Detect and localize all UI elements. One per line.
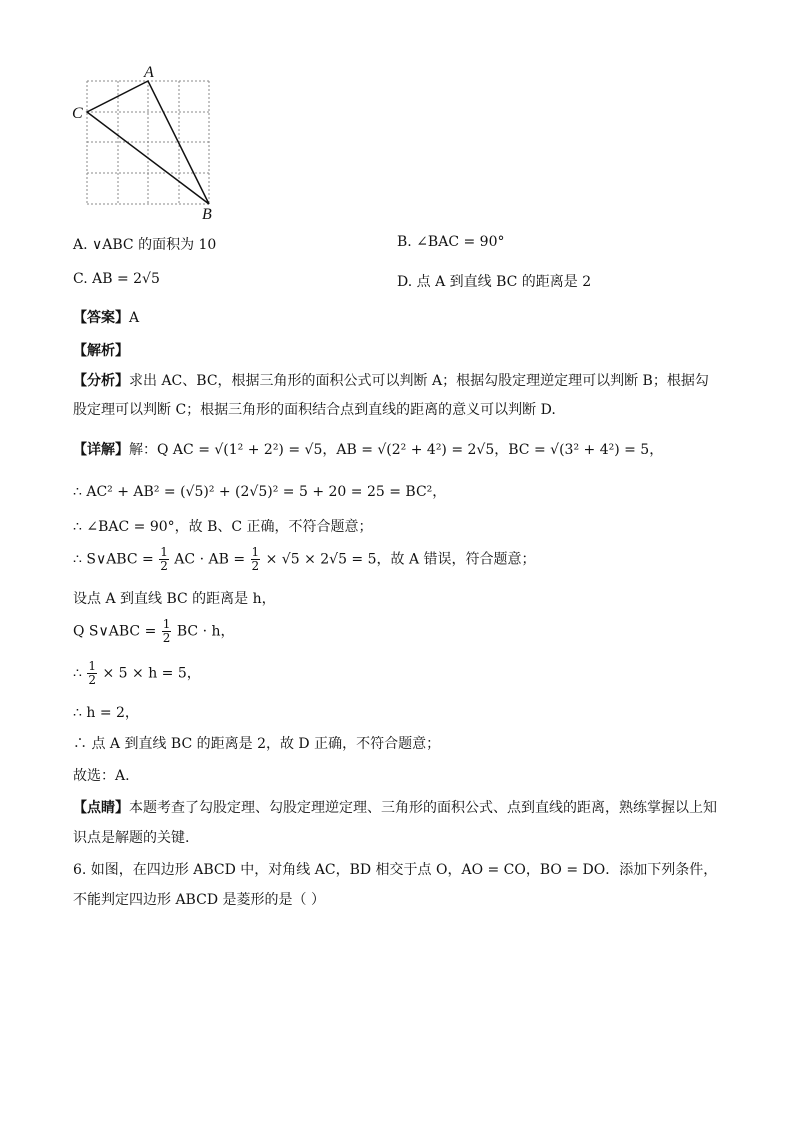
fraction-half: $\frac{1}{2}$ — [162, 617, 171, 645]
detail-line-3: ∴ ∠BAC = 90°，故 B、C 正确，不符合题意； — [73, 519, 373, 535]
detail-line-8: ∴ h = 2， — [73, 705, 139, 721]
detail-l4-mid1: AC · AB = — [174, 551, 246, 568]
detail-l4-mid2: × √5 × 2√5 = 5，故 A 错误，符合题意； — [265, 551, 536, 568]
detail-l6-pre: Q S∨ABC = — [73, 623, 157, 640]
answer-value: A — [129, 310, 140, 326]
question6-line-1: 6. 如图，在四边形 ABCD 中，对角线 AC，BD 相交于点 O，AO = CO，BO = DO．添加下列条件， — [73, 862, 718, 878]
dianjing-line-2: 识点是解题的关键. — [73, 830, 190, 846]
vertex-label-c: C — [72, 105, 83, 122]
detail-line-1 — [73, 439, 663, 459]
detail-l6-post: BC · h， — [176, 623, 235, 640]
dianjing-tag: 【点睛】 — [73, 800, 129, 816]
dianjing-text-1: 本题考查了勾股定理、勾股定理逆定理、三角形的面积公式、点到直线的距离，熟练掌握以上知 — [129, 800, 717, 816]
detail-l4-pre: ∴ S∨ABC = — [73, 551, 154, 568]
fenxi-tag: 【分析】 — [73, 373, 129, 389]
detail-line-10: 故选：A. — [73, 768, 130, 784]
detail-tag: 【详解】 — [73, 442, 129, 458]
fenxi-line-1 — [73, 370, 709, 390]
detail-line-7 — [73, 660, 201, 687]
answer-line — [73, 307, 139, 327]
detail-l7-post: × 5 × h = 5， — [102, 665, 201, 682]
vertex-label-b: B — [202, 206, 212, 222]
fraction-half: $\frac{1}{2}$ — [160, 545, 168, 573]
option-a: A. ∨ABC 的面积为 10 — [73, 237, 217, 253]
dianjing-line-1 — [73, 797, 717, 817]
option-b: B. ∠BAC = 90° — [397, 234, 505, 250]
option-d: D. 点 A 到直线 BC 的距离是 2 — [397, 274, 592, 290]
detail-line-9: ∴ 点 A 到直线 BC 的距离是 2，故 D 正确，不符合题意； — [73, 736, 441, 752]
detail-l7-pre: ∴ — [73, 665, 82, 682]
detail-line-2: ∴ AC² + AB² = (√5)² + (2√5)² = 5 + 20 = 25 = BC²， — [73, 484, 447, 500]
detail-line-6 — [73, 618, 235, 645]
detail-text-1: 解：Q AC = √(1² + 2²) = √5，AB = √(2² + 4²) = 2√5，BC = √(3² + 4²) = 5， — [129, 442, 664, 458]
option-c: C. AB = 2√5 — [73, 271, 160, 287]
question6-line-2: 不能判定四边形 ABCD 是菱形的是（ ） — [73, 892, 325, 908]
grid-lines — [87, 81, 209, 204]
fenxi-text-1: 求出 AC、BC，根据三角形的面积公式可以判断 A；根据勾股定理逆定理可以判断 B；根据勾 — [129, 373, 709, 389]
analysis-title: 【解析】 — [73, 343, 129, 359]
fraction-half: $\frac{1}{2}$ — [88, 659, 97, 687]
detail-line-5: 设点 A 到直线 BC 的距离是 h， — [73, 591, 276, 607]
vertex-label-a: A — [144, 64, 154, 81]
triangle-grid-figure — [70, 62, 220, 222]
answer-tag: 【答案】 — [73, 310, 129, 326]
fraction-half: $\frac{1}{2}$ — [251, 545, 260, 573]
detail-line-4 — [73, 546, 536, 573]
fenxi-line-2: 股定理可以判断 C；根据三角形的面积结合点到直线的距离的意义可以判断 D. — [73, 402, 556, 418]
